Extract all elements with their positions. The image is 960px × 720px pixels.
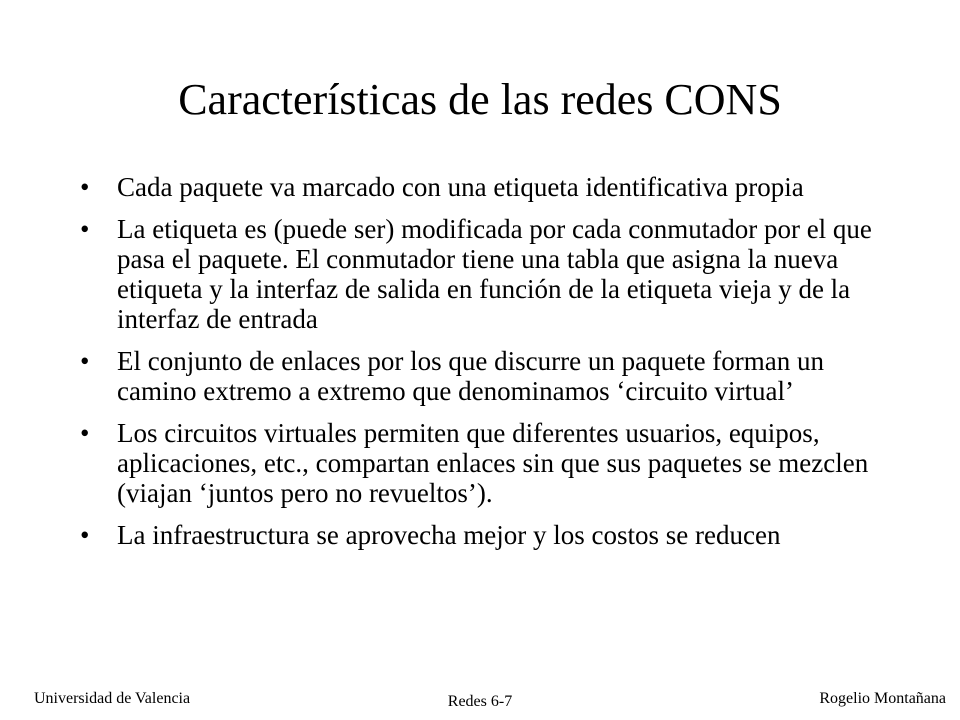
footer-author: Rogelio Montañana <box>819 690 946 707</box>
bullet-text: La infraestructura se aprovecha mejor y los costos se reducen <box>117 520 781 550</box>
footer-page-number: Redes 6-7 <box>447 693 513 710</box>
bullet-text: Los circuitos virtuales permiten que diferentes usuarios, equipos, aplicaciones, etc., compartan enlaces sin que sus paquetes se mezclen (viajan ‘juntos pero no revueltos’). <box>117 418 869 508</box>
bullet-item <box>80 214 880 334</box>
slide-title: Características de las redes CONS <box>178 75 782 124</box>
bullet-list <box>80 172 880 562</box>
bullet-item <box>80 346 880 406</box>
footer-institution: Universidad de Valencia <box>34 690 191 707</box>
bullet-item <box>80 520 880 550</box>
bullet-icon: • <box>80 346 90 376</box>
bullet-icon: • <box>80 214 90 244</box>
bullet-text: La etiqueta es (puede ser) modificada por cada conmutador por el que pasa el paquete. El conmutador tiene una tabla que asigna la nueva etiqueta y la interfaz de salida en función de la etiqueta vieja y de la interfaz de entrada <box>117 214 872 334</box>
bullet-icon: • <box>80 520 90 550</box>
bullet-item <box>80 172 880 202</box>
bullet-item <box>80 418 880 508</box>
bullet-icon: • <box>80 418 90 448</box>
bullet-icon: • <box>80 172 90 202</box>
bullet-text: Cada paquete va marcado con una etiqueta identificativa propia <box>117 172 804 202</box>
bullet-text: El conjunto de enlaces por los que discurre un paquete forman un camino extremo a extremo que denominamos ‘circuito virtual’ <box>117 346 825 406</box>
